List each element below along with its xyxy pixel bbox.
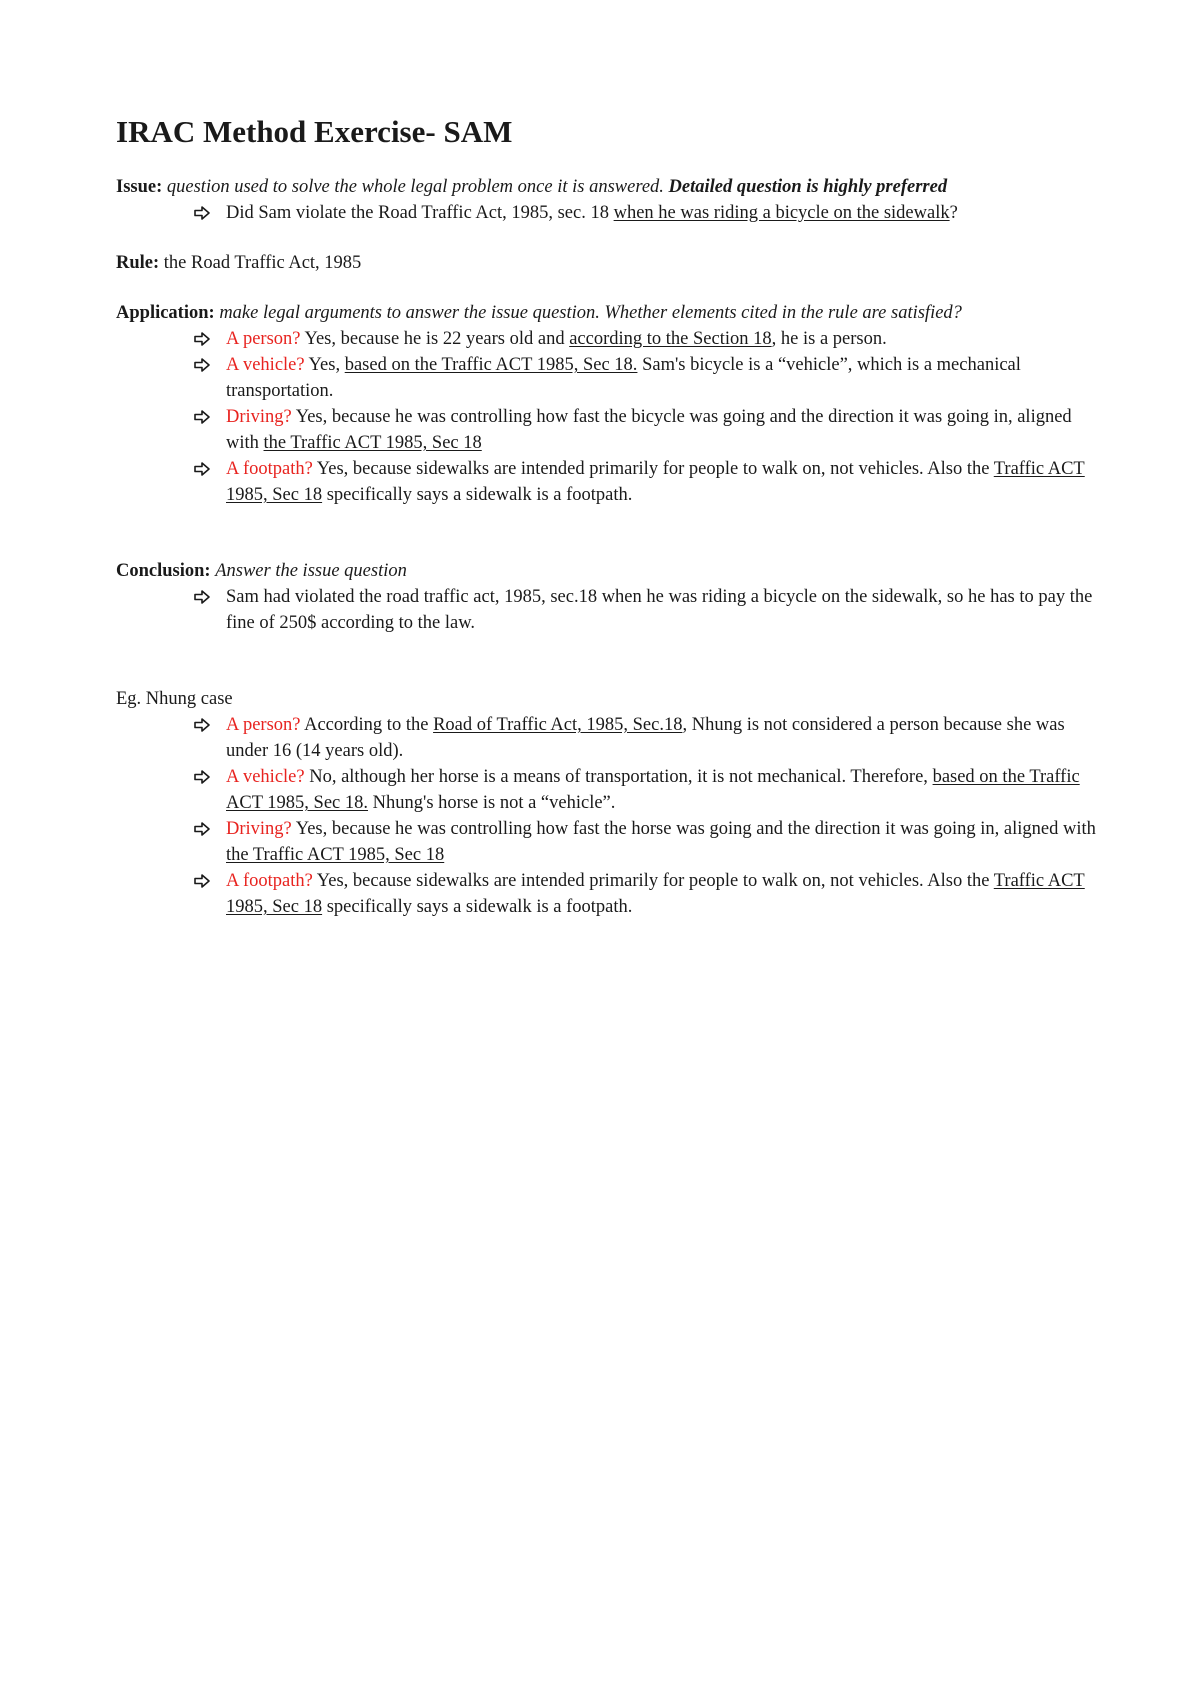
issue-heading bbox=[116, 174, 1096, 200]
issue-description: question used to solve the whole legal problem once it is answered. bbox=[166, 177, 664, 197]
arrow-right-icon bbox=[192, 584, 214, 610]
issue-emphasis: Detailed question is highly preferred bbox=[668, 177, 948, 197]
application-section bbox=[116, 300, 1096, 508]
legal-citation: based on the Traffic ACT 1985, Sec 18. bbox=[226, 767, 1080, 813]
legal-citation: based on the Traffic ACT 1985, Sec 18. bbox=[344, 355, 638, 375]
arrow-right-icon bbox=[192, 816, 214, 842]
rule-text: the Road Traffic Act, 1985 bbox=[159, 253, 362, 273]
application-list bbox=[116, 326, 1096, 508]
conclusion-label: Conclusion: bbox=[116, 561, 211, 581]
conclusion-list bbox=[116, 584, 1096, 636]
issue-section bbox=[116, 174, 1096, 226]
arrow-right-icon bbox=[192, 200, 214, 226]
example-item-footpath: A footpath? Yes, because sidewalks are intended primarily for people to walk on, not vehicles. Also the Traffic ACT 1985, Sec 18 specifically says a sidewalk is a footpath. bbox=[226, 868, 1096, 920]
application-item-driving: Driving? Yes, because he was controlling how fast the bicycle was going and the direction it was going in, aligned with the Traffic ACT 1985, Sec 18 bbox=[226, 404, 1096, 456]
arrow-right-icon bbox=[192, 764, 214, 790]
example-section bbox=[116, 686, 1096, 920]
example-heading: Eg. Nhung case bbox=[116, 689, 233, 709]
legal-citation: Traffic ACT 1985, Sec 18 bbox=[226, 871, 1085, 917]
arrow-right-icon bbox=[192, 868, 214, 894]
rule-line bbox=[116, 250, 1096, 276]
element-question: Driving? bbox=[226, 819, 292, 839]
rule-section bbox=[116, 250, 1096, 276]
arrow-right-icon bbox=[192, 404, 214, 430]
example-list bbox=[116, 712, 1096, 920]
issue-question: Did Sam violate the Road Traffic Act, 1985, sec. 18 when he was riding a bicycle on the sidewalk? bbox=[226, 200, 1096, 226]
arrow-right-icon bbox=[192, 352, 214, 378]
element-question: A vehicle? bbox=[226, 355, 305, 375]
element-question: A vehicle? bbox=[226, 767, 305, 787]
application-label: Application: bbox=[116, 303, 215, 323]
issue-list bbox=[116, 200, 1096, 226]
element-question: A footpath? bbox=[226, 459, 313, 479]
conclusion-heading bbox=[116, 558, 1096, 584]
element-question: A person? bbox=[226, 329, 301, 349]
legal-citation: Road of Traffic Act, 1985, Sec.18 bbox=[433, 715, 683, 735]
legal-citation: Traffic ACT 1985, Sec 18 bbox=[226, 459, 1085, 505]
application-description: make legal arguments to answer the issue question. Whether elements cited in the rule are satisfied? bbox=[219, 303, 962, 323]
application-heading bbox=[116, 300, 1096, 326]
element-question: A person? bbox=[226, 715, 301, 735]
document-body bbox=[116, 112, 1096, 920]
arrow-right-icon bbox=[192, 326, 214, 352]
application-item-person: A person? Yes, because he is 22 years old and according to the Section 18, he is a person. bbox=[226, 326, 1096, 352]
element-question: A footpath? bbox=[226, 871, 313, 891]
rule-label: Rule: bbox=[116, 253, 160, 273]
arrow-right-icon bbox=[192, 712, 214, 738]
legal-citation: the Traffic ACT 1985, Sec 18 bbox=[226, 845, 445, 865]
example-item-vehicle: A vehicle? No, although her horse is a means of transportation, it is not mechanical. Therefore, based on the Traffic ACT 1985, Sec 18. Nhung's horse is not a “vehicle”. bbox=[226, 764, 1096, 816]
conclusion-description: Answer the issue question bbox=[215, 561, 407, 581]
conclusion-answer: Sam had violated the road traffic act, 1985, sec.18 when he was riding a bicycle on the sidewalk, so he has to pay the fine of 250$ according to the law. bbox=[226, 584, 1096, 636]
example-item-driving: Driving? Yes, because he was controlling how fast the horse was going and the direction it was going in, aligned with the Traffic ACT 1985, Sec 18 bbox=[226, 816, 1096, 868]
issue-label: Issue: bbox=[116, 177, 163, 197]
conclusion-section bbox=[116, 558, 1096, 636]
document-title: IRAC Method Exercise- SAM bbox=[116, 114, 513, 149]
legal-citation: according to the Section 18 bbox=[569, 329, 772, 349]
arrow-right-icon bbox=[192, 456, 214, 482]
application-item-footpath: A footpath? Yes, because sidewalks are intended primarily for people to walk on, not vehicles. Also the Traffic ACT 1985, Sec 18 specifically says a sidewalk is a footpath. bbox=[226, 456, 1096, 508]
element-question: Driving? bbox=[226, 407, 292, 427]
legal-citation: the Traffic ACT 1985, Sec 18 bbox=[263, 433, 482, 453]
issue-underlined: when he was riding a bicycle on the sidewalk bbox=[613, 203, 950, 223]
example-item-person: A person? According to the Road of Traffic Act, 1985, Sec.18, Nhung is not considered a person because she was under 16 (14 years old). bbox=[226, 712, 1096, 764]
application-item-vehicle: A vehicle? Yes, based on the Traffic ACT 1985, Sec 18. Sam's bicycle is a “vehicle”, which is a mechanical transportation. bbox=[226, 352, 1096, 404]
